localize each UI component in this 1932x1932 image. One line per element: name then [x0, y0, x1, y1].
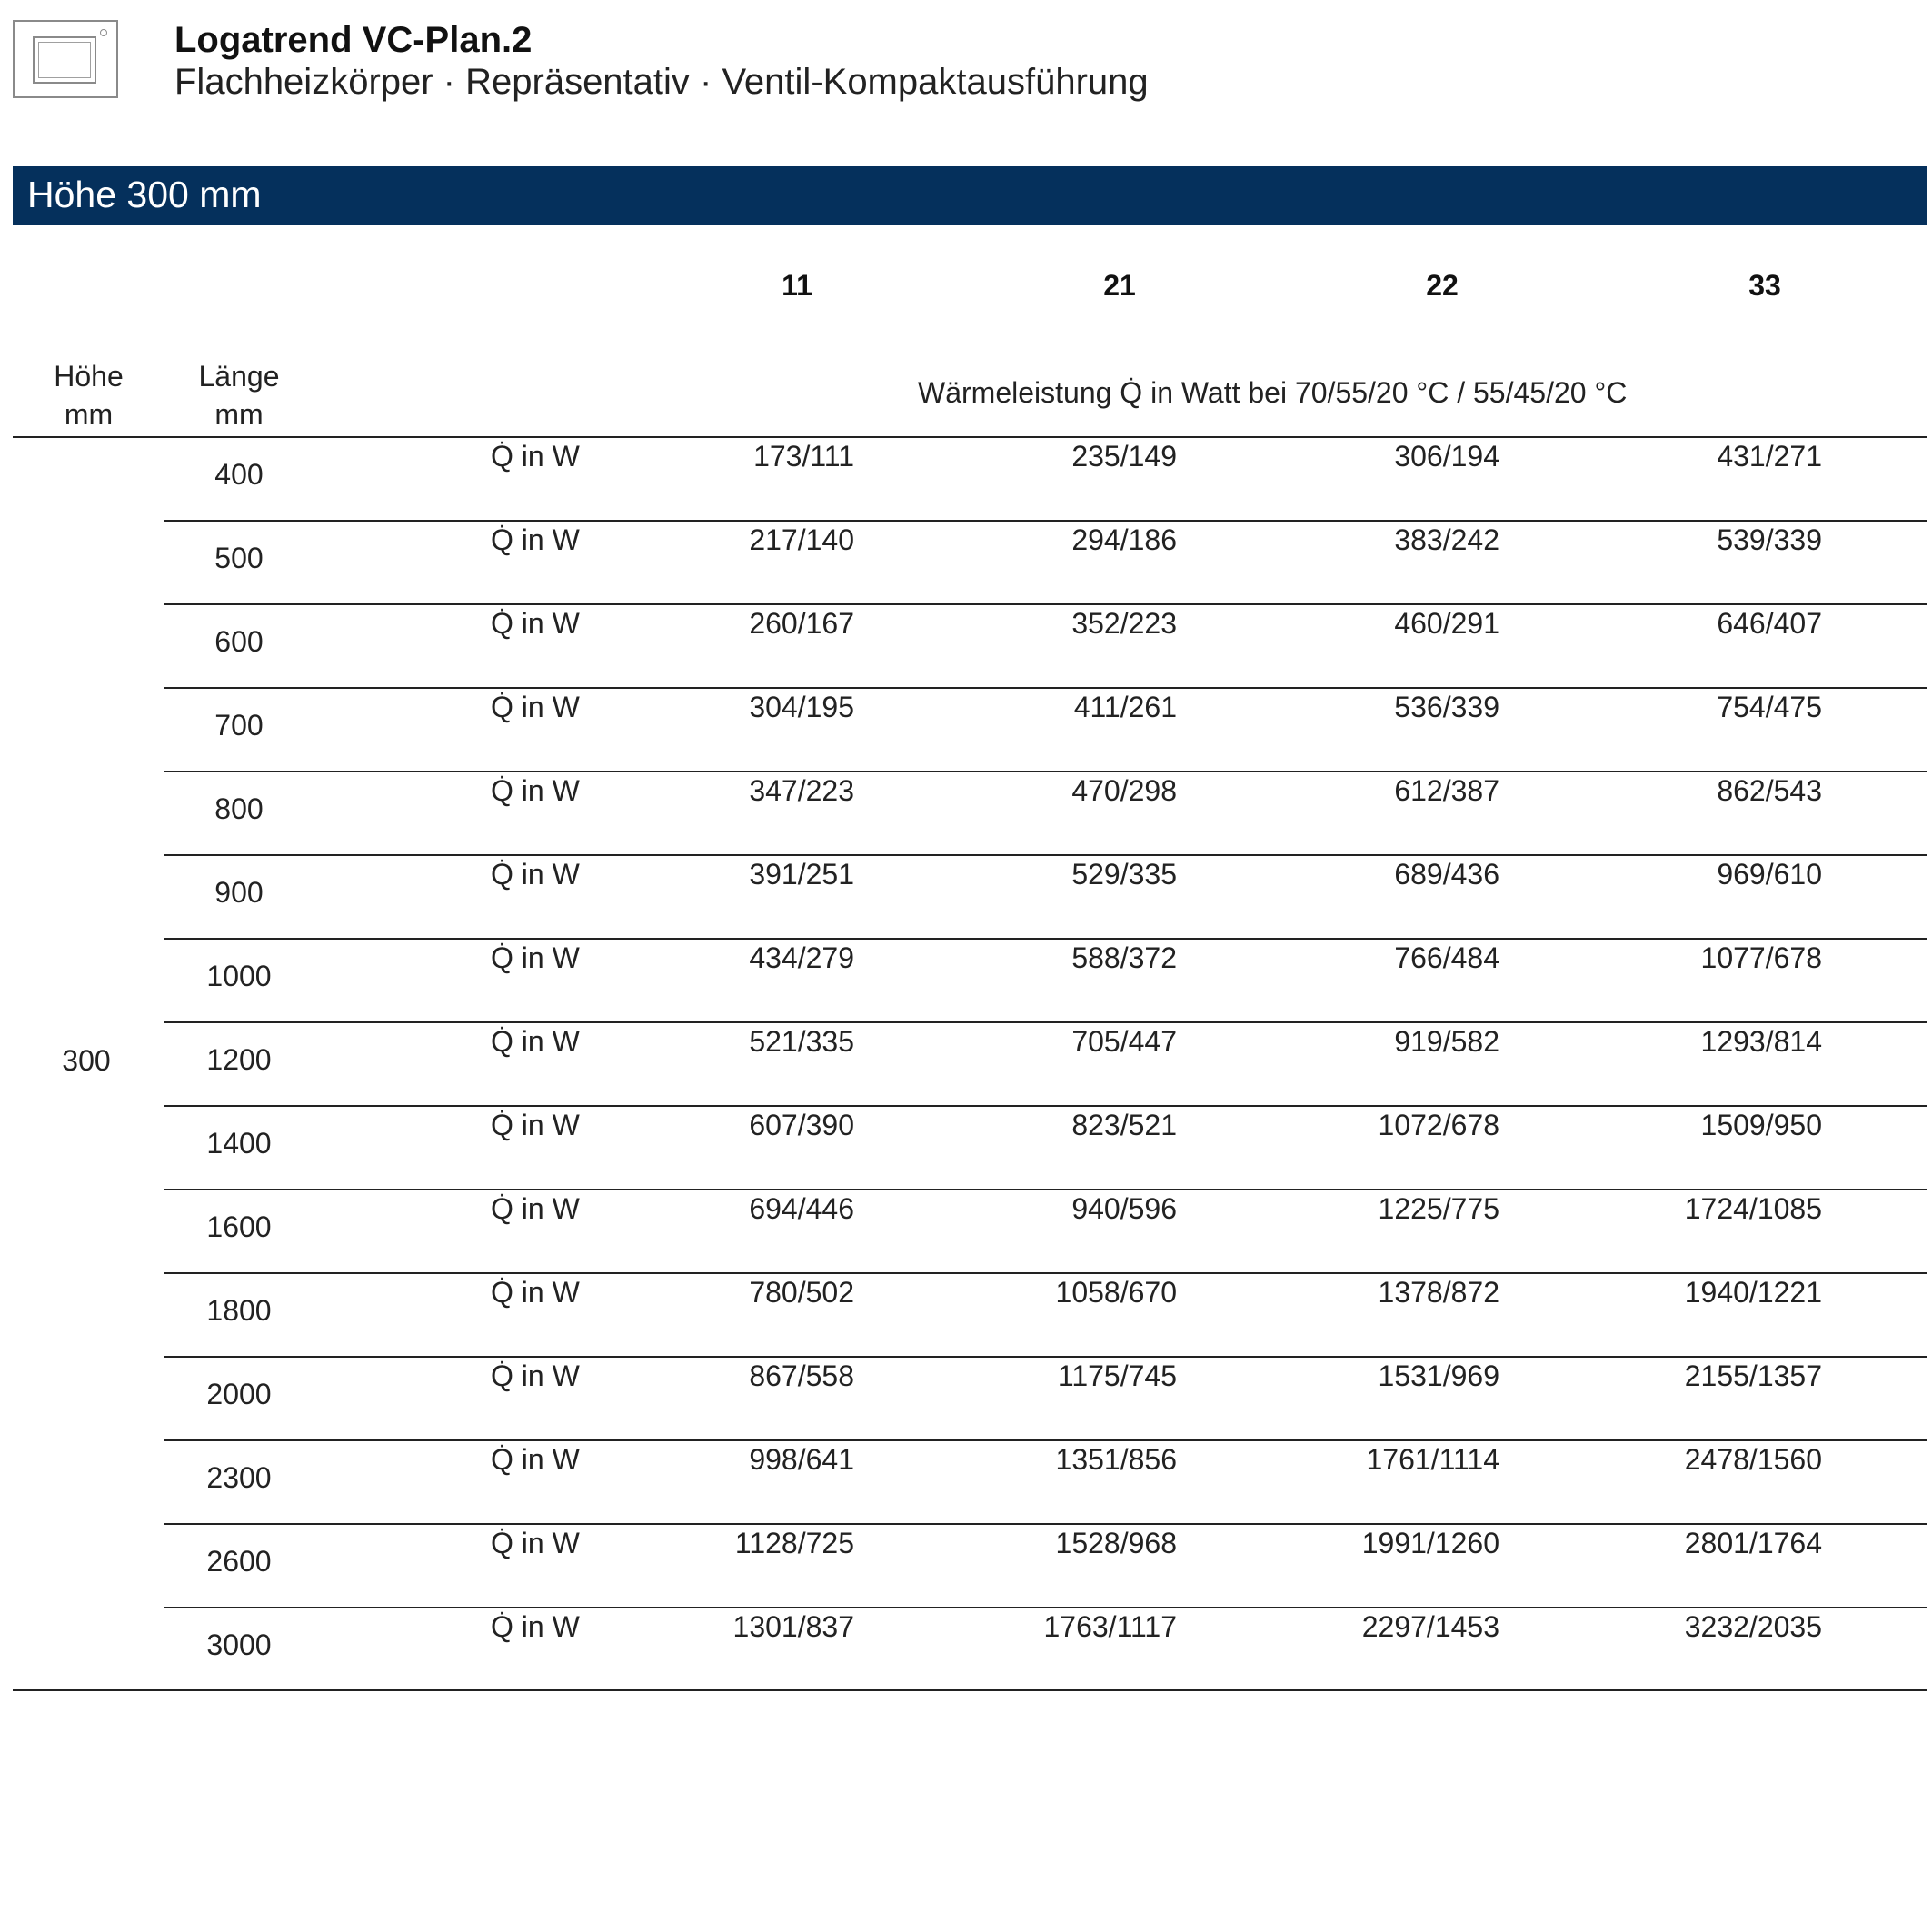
radiator-panel-icon	[13, 20, 118, 98]
row-value-type-22: 536/339	[1394, 691, 1499, 723]
row-value-type-21: 588/372	[1071, 941, 1177, 974]
table-row	[0, 438, 1932, 522]
row-value-type-33: 646/407	[1717, 607, 1822, 640]
row-value-type-11: 1301/837	[732, 1610, 854, 1643]
height-header	[36, 357, 141, 433]
table-row	[0, 1441, 1932, 1525]
row-value-type-21: 1175/745	[1057, 1359, 1177, 1392]
table-row	[0, 1608, 1932, 1692]
row-unit-label: Q̇ in W	[491, 523, 580, 556]
row-value-type-33: 1077/678	[1700, 941, 1822, 974]
row-value-type-33: 3232/2035	[1684, 1610, 1822, 1643]
height-header-label: Höhe	[54, 360, 124, 393]
row-length: 900	[214, 876, 264, 909]
row-value-type-22: 612/387	[1394, 774, 1499, 807]
row-length: 400	[214, 458, 264, 491]
row-value-type-22: 460/291	[1394, 607, 1499, 640]
row-value-type-33: 2478/1560	[1684, 1443, 1822, 1476]
row-value-type-11: 260/167	[749, 607, 854, 640]
row-value-type-33: 431/271	[1717, 440, 1822, 473]
row-value-type-11: 780/502	[749, 1276, 854, 1309]
row-value-type-11: 607/390	[749, 1109, 854, 1141]
row-value-type-22: 383/242	[1394, 523, 1499, 556]
row-value-type-33: 1940/1221	[1684, 1276, 1822, 1309]
row-value-type-11: 521/335	[749, 1025, 854, 1058]
row-value-type-11: 998/641	[749, 1443, 854, 1476]
row-unit-label: Q̇ in W	[491, 691, 580, 723]
length-header-label: Länge	[198, 360, 280, 393]
row-unit-label: Q̇ in W	[491, 1359, 580, 1392]
row-unit-label: Q̇ in W	[491, 1192, 580, 1225]
row-value-type-22: 766/484	[1394, 941, 1499, 974]
row-value-type-22: 919/582	[1394, 1025, 1499, 1058]
row-value-type-21: 940/596	[1071, 1192, 1177, 1225]
row-length: 2000	[206, 1378, 272, 1410]
row-value-type-11: 391/251	[749, 858, 854, 891]
row-length: 1600	[206, 1210, 272, 1243]
product-title: Logatrend VC-Plan.2	[174, 20, 533, 60]
row-unit-label: Q̇ in W	[491, 774, 580, 807]
row-value-type-22: 689/436	[1394, 858, 1499, 891]
row-unit-label: Q̇ in W	[491, 440, 580, 473]
row-value-type-21: 235/149	[1071, 440, 1177, 473]
row-value-type-11: 434/279	[749, 941, 854, 974]
row-value-type-11: 304/195	[749, 691, 854, 723]
row-value-type-33: 2801/1764	[1684, 1527, 1822, 1559]
row-value-type-33: 1724/1085	[1684, 1192, 1822, 1225]
row-value-type-33: 1509/950	[1700, 1109, 1822, 1141]
valve-dot	[100, 29, 107, 36]
row-unit-label: Q̇ in W	[491, 858, 580, 891]
row-length: 1200	[206, 1043, 272, 1076]
table-row	[0, 522, 1932, 605]
row-value-type-33: 754/475	[1717, 691, 1822, 723]
type-header-11: 11	[782, 269, 812, 302]
row-value-type-33: 1293/814	[1700, 1025, 1822, 1058]
row-value-type-21: 352/223	[1071, 607, 1177, 640]
table-row	[0, 1274, 1932, 1358]
table-row	[0, 772, 1932, 856]
row-unit-label: Q̇ in W	[491, 1276, 580, 1309]
row-length: 1800	[206, 1294, 272, 1327]
product-subtitle: Flachheizkörper · Repräsentativ · Ventil-Kompaktausführung	[174, 62, 1149, 102]
row-value-type-21: 1351/856	[1055, 1443, 1177, 1476]
row-length: 600	[214, 625, 264, 658]
row-value-type-11: 867/558	[749, 1359, 854, 1392]
row-value-type-22: 1761/1114	[1366, 1443, 1499, 1476]
table-row	[0, 1023, 1932, 1107]
table-row	[0, 689, 1932, 772]
row-value-type-22: 306/194	[1394, 440, 1499, 473]
table-row	[0, 856, 1932, 940]
row-value-type-33: 862/543	[1717, 774, 1822, 807]
table-row	[0, 1358, 1932, 1441]
row-value-type-33: 969/610	[1717, 858, 1822, 891]
row-unit-label: Q̇ in W	[491, 1610, 580, 1643]
panel-outline	[33, 36, 96, 84]
row-value-type-22: 1378/872	[1378, 1276, 1499, 1309]
table-row	[0, 1525, 1932, 1608]
table-row	[0, 1190, 1932, 1274]
row-value-type-11: 347/223	[749, 774, 854, 807]
type-header-22: 22	[1426, 269, 1459, 302]
row-length: 2600	[206, 1545, 272, 1578]
row-length: 2300	[206, 1461, 272, 1494]
row-value-type-21: 1528/968	[1055, 1527, 1177, 1559]
row-length: 1400	[206, 1127, 272, 1160]
row-value-type-22: 1531/969	[1378, 1359, 1499, 1392]
row-value-type-21: 1058/670	[1055, 1276, 1177, 1309]
row-unit-label: Q̇ in W	[491, 941, 580, 974]
row-value-type-22: 1072/678	[1378, 1109, 1499, 1141]
row-value-type-21: 529/335	[1071, 858, 1177, 891]
row-value-type-33: 2155/1357	[1684, 1359, 1822, 1392]
row-value-type-21: 470/298	[1071, 774, 1177, 807]
row-value-type-33: 539/339	[1717, 523, 1822, 556]
row-value-type-21: 705/447	[1071, 1025, 1177, 1058]
height-value: 300	[62, 1044, 111, 1077]
row-value-type-21: 823/521	[1071, 1109, 1177, 1141]
type-header-21: 21	[1103, 269, 1136, 302]
table-row	[0, 605, 1932, 689]
row-value-type-22: 2297/1453	[1361, 1610, 1499, 1643]
row-unit-label: Q̇ in W	[491, 1443, 580, 1476]
row-length: 3000	[206, 1628, 272, 1661]
table-caption: Wärmeleistung Q̇ in Watt bei 70/55/20 °C / 55/45/20 °C	[918, 376, 1628, 409]
row-length: 700	[214, 709, 264, 742]
row-length: 800	[214, 792, 264, 825]
table-row	[0, 940, 1932, 1023]
row-unit-label: Q̇ in W	[491, 607, 580, 640]
length-header	[184, 357, 294, 433]
row-value-type-21: 294/186	[1071, 523, 1177, 556]
table-row	[0, 1107, 1932, 1190]
section-band	[13, 166, 1927, 225]
row-value-type-22: 1991/1260	[1361, 1527, 1499, 1559]
row-unit-label: Q̇ in W	[491, 1025, 580, 1058]
row-value-type-11: 694/446	[749, 1192, 854, 1225]
row-value-type-22: 1225/775	[1378, 1192, 1499, 1225]
row-unit-label: Q̇ in W	[491, 1109, 580, 1141]
row-value-type-11: 1128/725	[734, 1527, 854, 1559]
row-length: 1000	[206, 960, 272, 992]
row-unit-label: Q̇ in W	[491, 1527, 580, 1559]
row-length: 500	[214, 542, 264, 574]
type-header-33: 33	[1748, 269, 1781, 302]
section-title: Höhe 300 mm	[27, 174, 262, 215]
row-value-type-11: 217/140	[749, 523, 854, 556]
row-value-type-11: 173/111	[753, 440, 854, 473]
row-value-type-21: 1763/1117	[1043, 1610, 1177, 1643]
row-value-type-21: 411/261	[1073, 691, 1177, 723]
height-header-unit: mm	[64, 398, 114, 431]
length-header-unit: mm	[214, 398, 264, 431]
